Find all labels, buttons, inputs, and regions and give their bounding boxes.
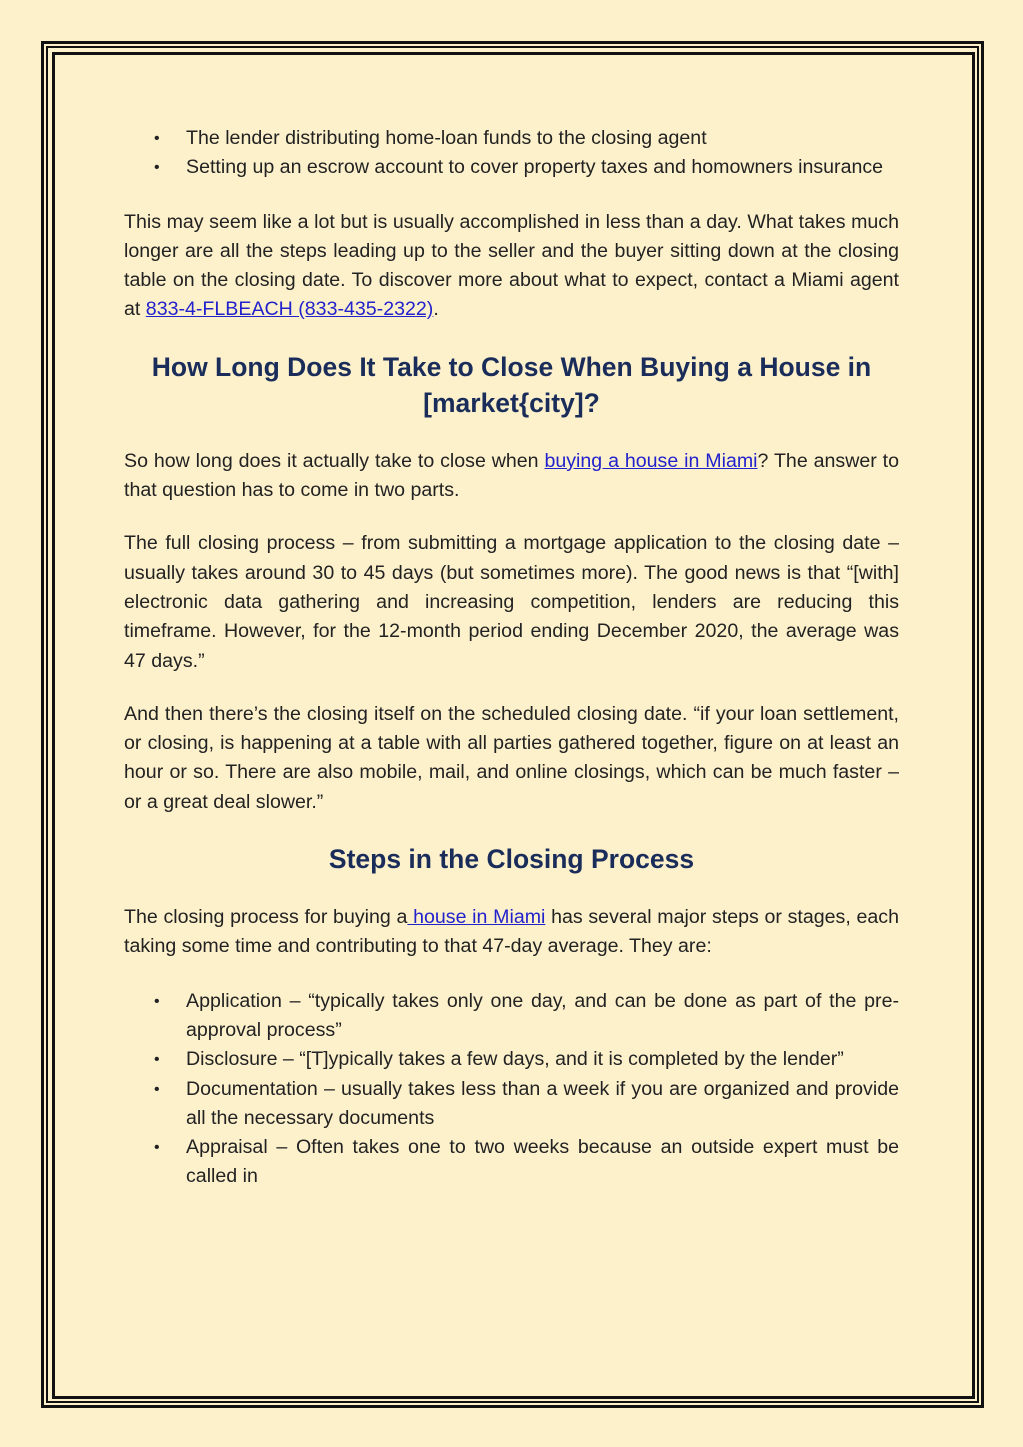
- paragraph-steps-intro: [124, 903, 899, 962]
- intro-paragraph: [124, 208, 899, 325]
- phone-link[interactable]: 833-4-FLBEACH (833-435-2322): [145, 298, 434, 321]
- paragraph-text: The closing process for buying a: [124, 906, 408, 929]
- house-in-miami-link[interactable]: house in Miami: [407, 906, 546, 929]
- paragraph-closing-day: And then there’s the closing itself on the scheduled closing date. “if your loan settlement, or closing, is happening at a table with all parties gathered together, figure on at least an hour or so. There are also mobile, mail, and online closings, which can be much faster – or a great deal slower.”: [124, 702, 899, 813]
- intro-text: This may seem like a lot but is usually accomplished in less than a day. What takes much longer are all the steps leading up to the seller and the buyer sitting down at the closing table on the closing date. To discover more about what to expect, contact a Miami agent at: [124, 210, 899, 321]
- paragraph-text: So how long does it actually take to close when: [124, 449, 545, 472]
- paragraph-how-long: [124, 447, 899, 506]
- list-item: • Disclosure – “[T]ypically takes a few days, and it is completed by the lender”: [124, 1045, 899, 1074]
- section-heading-steps: Steps in the Closing Process: [328, 844, 695, 875]
- buying-house-miami-link[interactable]: buying a house in Miami: [544, 449, 758, 472]
- list-item: • Setting up an escrow account to cover property taxes and homowners insurance: [124, 153, 899, 182]
- list-item: • Appraisal – Often takes one to two weeks because an outside expert must be called in: [124, 1133, 899, 1192]
- paragraph-text: ? The answer to that question has to come in two parts.: [124, 449, 899, 502]
- paragraph-full-process: The full closing process – from submitting a mortgage application to the closing date – usually takes around 30 to 45 days (but sometimes more). The good news is that “[with] electronic data gathering and increasing competition, lenders are reducing this timeframe. However, for the 12-month period ending December 2020, the average was 47 days.”: [124, 532, 899, 672]
- list-item: • The lender distributing home-loan funds to the closing agent: [124, 124, 899, 153]
- paragraph-text: has several major steps or stages, each taking some time and contributing to that 47-day average. They are:: [124, 906, 899, 958]
- section-heading-closing-time: How Long Does It Take to Close When Buying a House in [market{city]?: [151, 351, 872, 418]
- intro-end: .: [433, 298, 439, 321]
- list-item: • Application – “typically takes only one day, and can be done as part of the pre-approval process”: [124, 987, 899, 1046]
- document-body: [124, 124, 899, 1192]
- closing-tasks-list: [124, 124, 899, 183]
- list-item: • Documentation – usually takes less than a week if you are organized and provide all the necessary documents: [124, 1075, 899, 1134]
- closing-steps-list: [124, 987, 899, 1192]
